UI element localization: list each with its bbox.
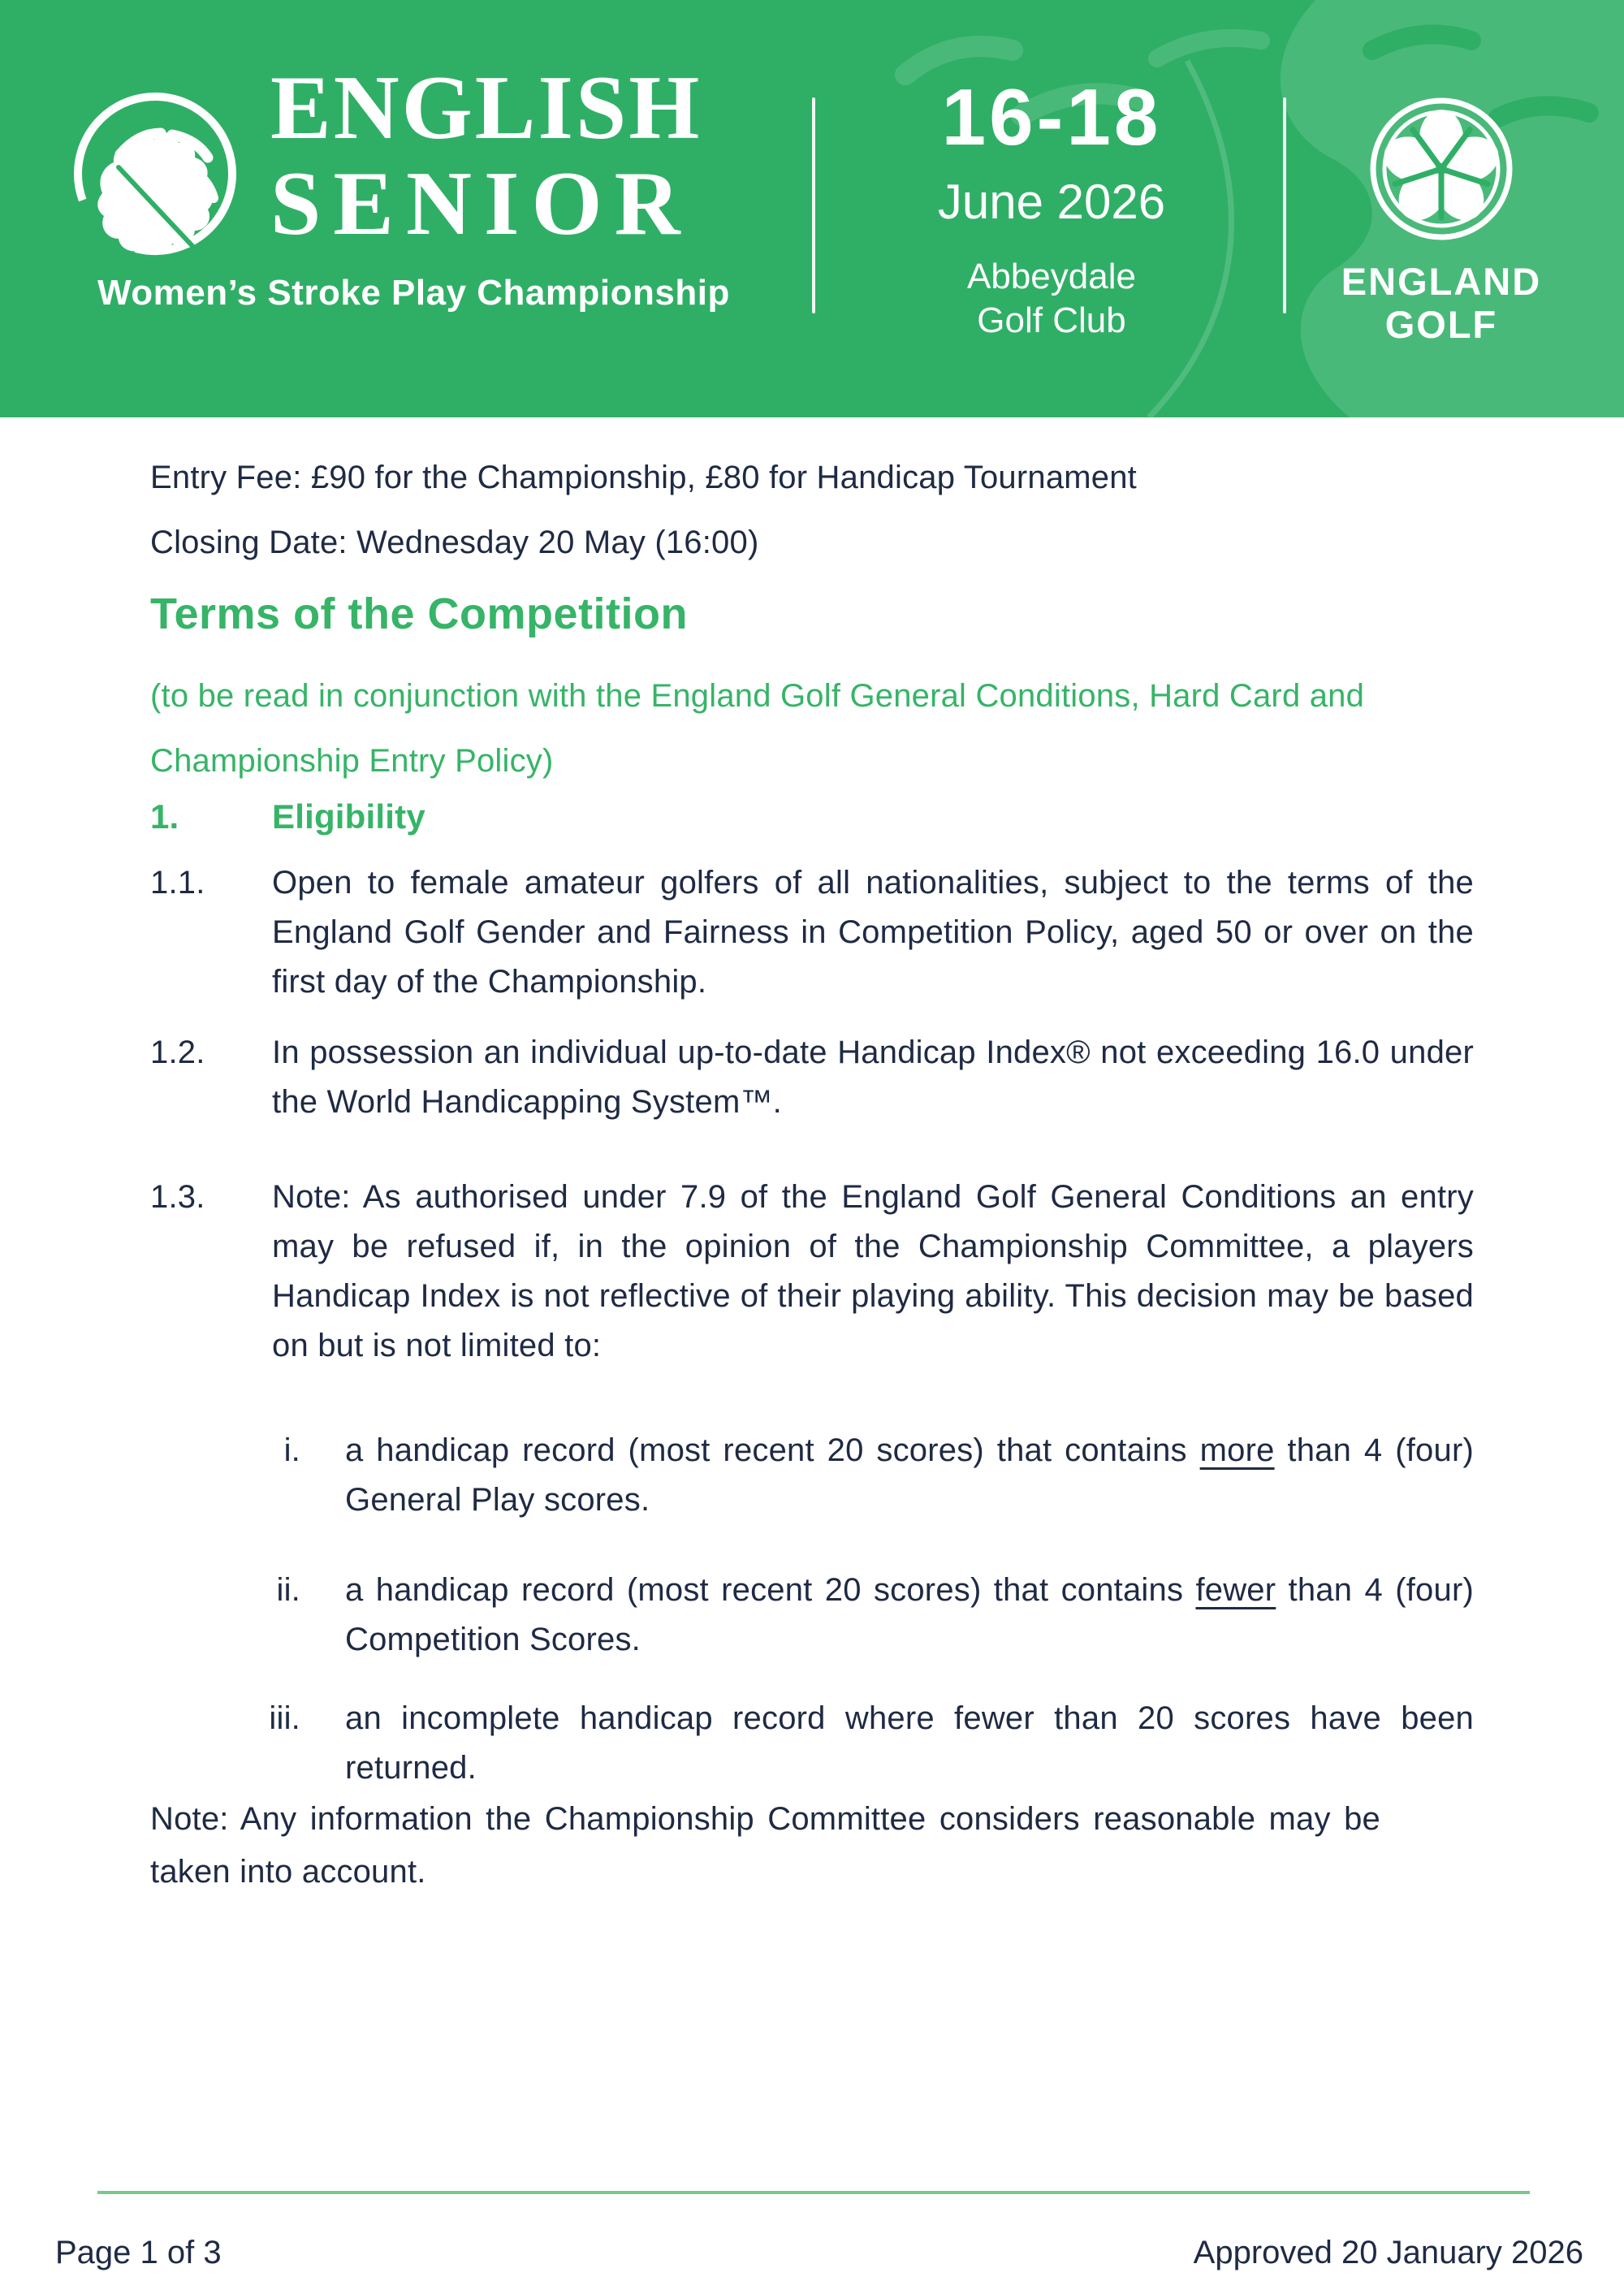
org-name-line2: GOLF [1384,303,1498,346]
subclause-text-post: than 4 (four) General Play scores. [345,1432,1474,1518]
event-date-month: June 2026 [937,175,1166,229]
clause-1-1 [150,858,1474,1007]
subclause-text-pre: a handicap record (most recent 20 scores) that contains [345,1432,1200,1468]
subclause-number: iii. [269,1700,300,1736]
footer-approved-date: Approved 20 January 2026 [1193,2235,1583,2270]
clause-number: 1.3. [150,1179,205,1215]
section-title: Eligibility [272,797,425,836]
subclause-text-pre: a handicap record (most recent 20 scores) that contains [345,1572,1196,1608]
banner-subtitle: Women’s Stroke Play Championship [97,273,730,313]
clause-text: Note: As authorised under 7.9 of the England Golf General Conditions an entry may be refused if, in the opinion of the Championship Committee, a players Handicap Index is not reflective of their playing ability. This decision may be based on but is not limited to: [272,1179,1474,1363]
subclause-ii [256,1566,1474,1665]
english-senior-leaf-icon [70,86,244,261]
clause-number: 1.2. [150,1035,205,1070]
section-1-heading [150,793,1474,840]
header-banner [0,0,1624,417]
banner-divider-left [812,97,815,313]
event-date-range: 16-18 [941,72,1162,162]
subclause-text [345,1566,1474,1665]
subclause-text [345,1694,1474,1793]
event-date-block [877,72,1226,343]
clause-1-2 [150,1028,1474,1127]
footer [55,2235,1583,2271]
subclause-iii [256,1694,1474,1793]
intro-block [150,453,1474,568]
event-venue-line2: Golf Club [977,300,1126,340]
org-name-line1: ENGLAND [1341,260,1542,303]
england-golf-rose-icon [1368,96,1514,242]
event-venue-line1: Abbeydale [967,257,1136,296]
subclause-i [256,1426,1474,1525]
subclause-number: ii. [276,1572,300,1608]
footer-page-number: Page 1 of 3 [55,2235,222,2270]
subclause-text [345,1426,1474,1525]
committee-note: Note: Any information the Championship Committee considers reasonable may be taken into account. [150,1801,1380,1890]
banner-divider-right [1283,97,1286,313]
clause-1-3 [150,1173,1474,1371]
section-number: 1. [150,797,179,836]
wordmark [270,60,702,252]
clause-text: In possession an individual up-to-date Handicap Index® not exceeding 16.0 under the World Handicapping System™. [272,1035,1474,1120]
footer-divider-line [97,2191,1530,2194]
subclause-number: i. [283,1432,300,1468]
terms-heading: Terms of the Competition [150,590,689,638]
conjunction-note: (to be read in conjunction with the England Golf General Conditions, Hard Card and Championship Entry Policy) [150,678,1365,779]
clause-text: Open to female amateur golfers of all nationalities, subject to the terms of the England Golf Gender and Fairness in Competition Policy, aged 50 or over on the first day of the Championship. [272,865,1474,1000]
subclause-text-pre: an incomplete handicap record where fewer than 20 scores have been returned. [345,1700,1474,1786]
entry-fee-line: Entry Fee: £90 for the Championship, £80 for Handicap Tournament [150,460,1137,495]
subclause-list [150,1426,1474,1793]
wordmark-line2: SENIOR [270,153,693,254]
closing-date-line: Closing Date: Wednesday 20 May (16:00) [150,525,759,560]
document-body [0,417,1624,1899]
subclause-text-underlined: fewer [1195,1572,1276,1608]
england-golf-block [1332,96,1551,346]
subclause-text-post: than 4 (four) Competition Scores. [345,1572,1474,1657]
wordmark-line1: ENGLISH [270,58,702,158]
clause-number: 1.1. [150,865,205,901]
subclause-text-underlined: more [1199,1432,1275,1468]
